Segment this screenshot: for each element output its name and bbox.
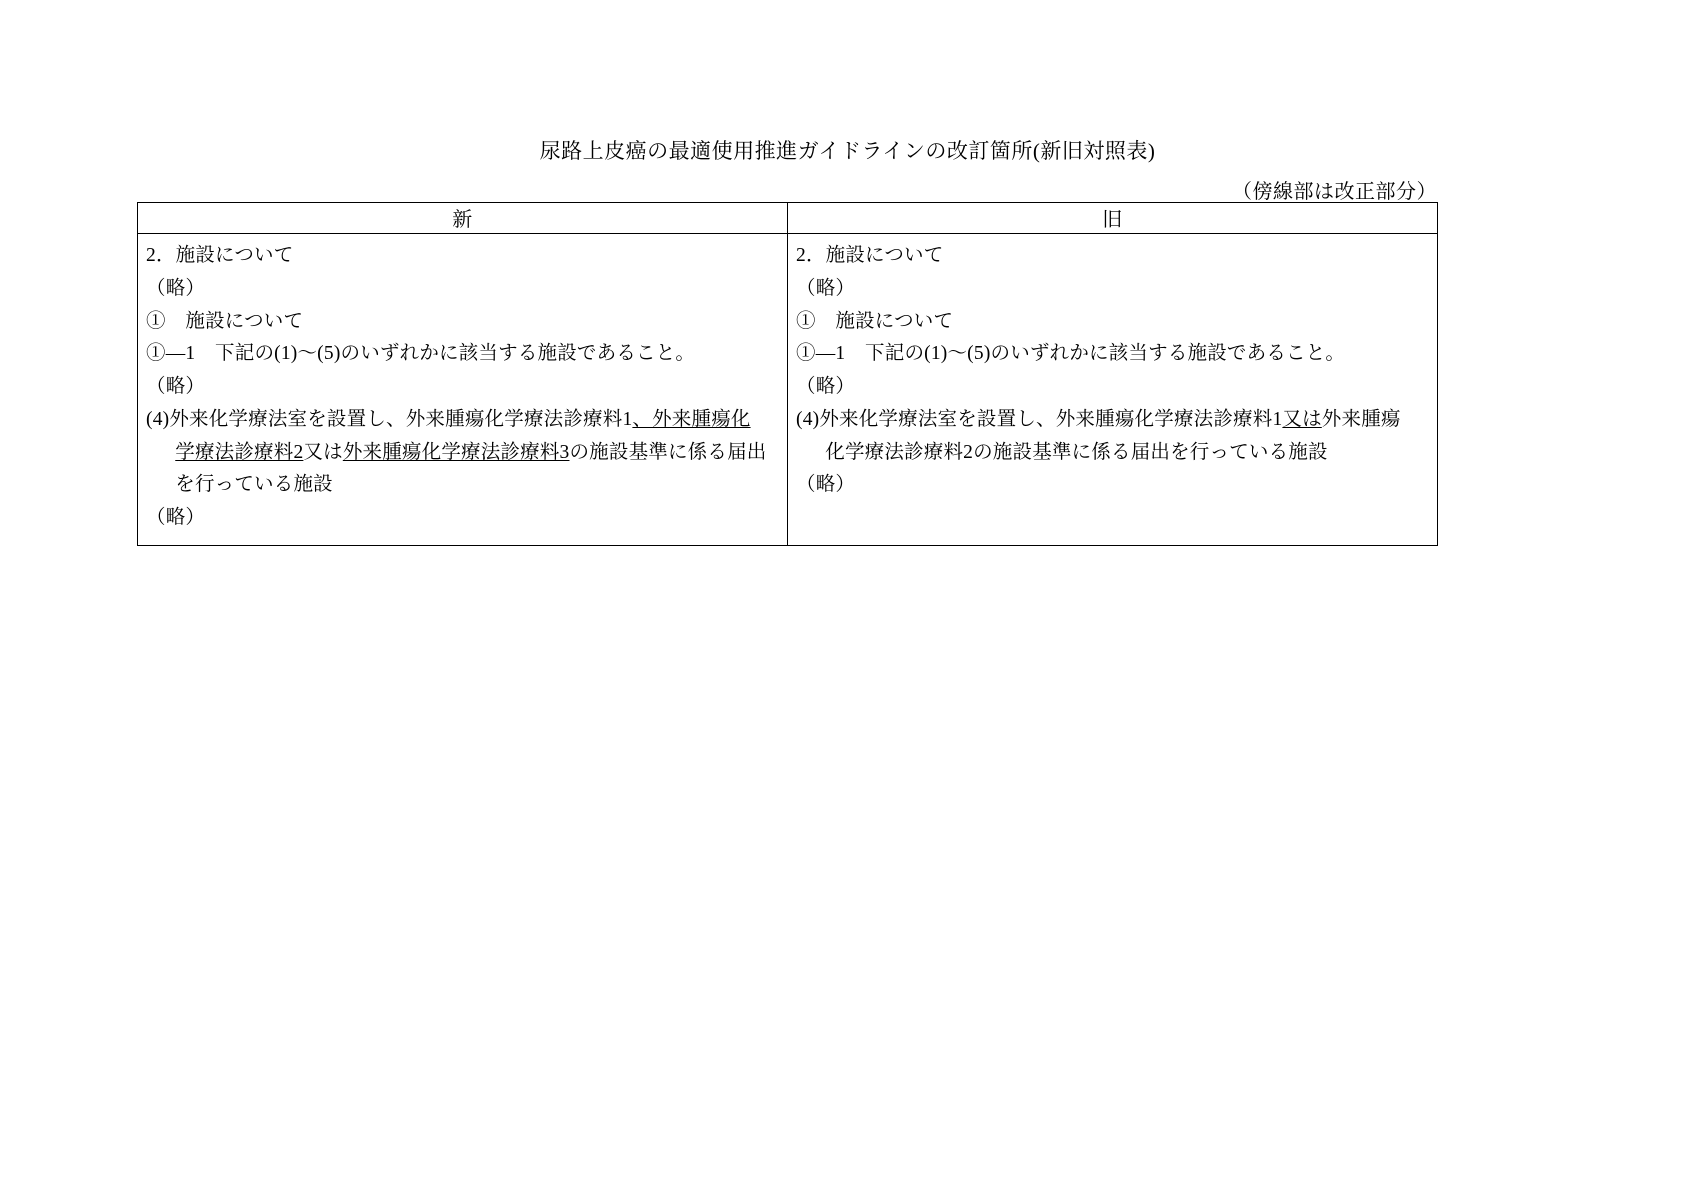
old-line-5: （略） xyxy=(796,376,856,397)
new-line-5: （略） xyxy=(146,376,206,397)
revision-note: （傍線部は改正部分） xyxy=(1232,181,1437,203)
old-line-7: 化学療法診療料2の施設基準に係る届出を行っている施設 xyxy=(825,441,1328,463)
comparison-table xyxy=(137,202,1438,546)
new-line-6-underline: 、外来腫瘍化 xyxy=(632,408,751,430)
new-line-7-underline-2: 外来腫瘍化学療法診療料3 xyxy=(342,441,570,463)
old-line-1: 2．施設について xyxy=(796,245,944,266)
old-line-4: ①―1 下記の(1)～(5)のいずれかに該当する施設であること。 xyxy=(796,343,1346,365)
old-line-3: ① 施設について xyxy=(796,310,954,332)
cell-old xyxy=(788,234,1438,546)
old-line-6-underline: 又は xyxy=(1282,408,1322,430)
old-line-8: （略） xyxy=(796,474,856,496)
page-title: 尿路上皮癌の最適使用推進ガイドラインの改訂箇所(新旧対照表) xyxy=(539,139,1156,163)
new-line-6 xyxy=(146,404,779,437)
new-line-7-plain-1: 又は xyxy=(303,441,343,463)
cell-new xyxy=(138,234,788,546)
new-line-7 xyxy=(146,437,779,470)
table-row xyxy=(138,234,1438,546)
column-header-new: 新 xyxy=(138,203,788,234)
old-line-2: （略） xyxy=(796,277,856,299)
new-line-9: （略） xyxy=(146,507,206,528)
table-header-row xyxy=(138,203,1438,234)
new-line-3: ① 施設について xyxy=(146,310,304,332)
new-line-6-plain: (4)外来化学療法室を設置し、外来腫瘍化学療法診療料1 xyxy=(146,408,633,430)
column-header-old: 旧 xyxy=(788,203,1438,234)
new-line-4: ①―1 下記の(1)～(5)のいずれかに該当する施設であること。 xyxy=(146,343,696,365)
new-line-7-plain-2: の施設基準に係る届出 xyxy=(569,441,767,463)
old-line-6-plain-2: 外来腫瘍 xyxy=(1321,408,1401,430)
old-line-6 xyxy=(796,404,1429,437)
old-line-6-plain-1: (4)外来化学療法室を設置し、外来腫瘍化学療法診療料1 xyxy=(796,408,1283,430)
new-line-2: （略） xyxy=(146,277,206,299)
new-line-7-underline-1: 学療法診療料2 xyxy=(175,441,304,463)
new-line-1: 2．施設について xyxy=(146,245,294,266)
new-line-8: を行っている施設 xyxy=(175,474,333,496)
